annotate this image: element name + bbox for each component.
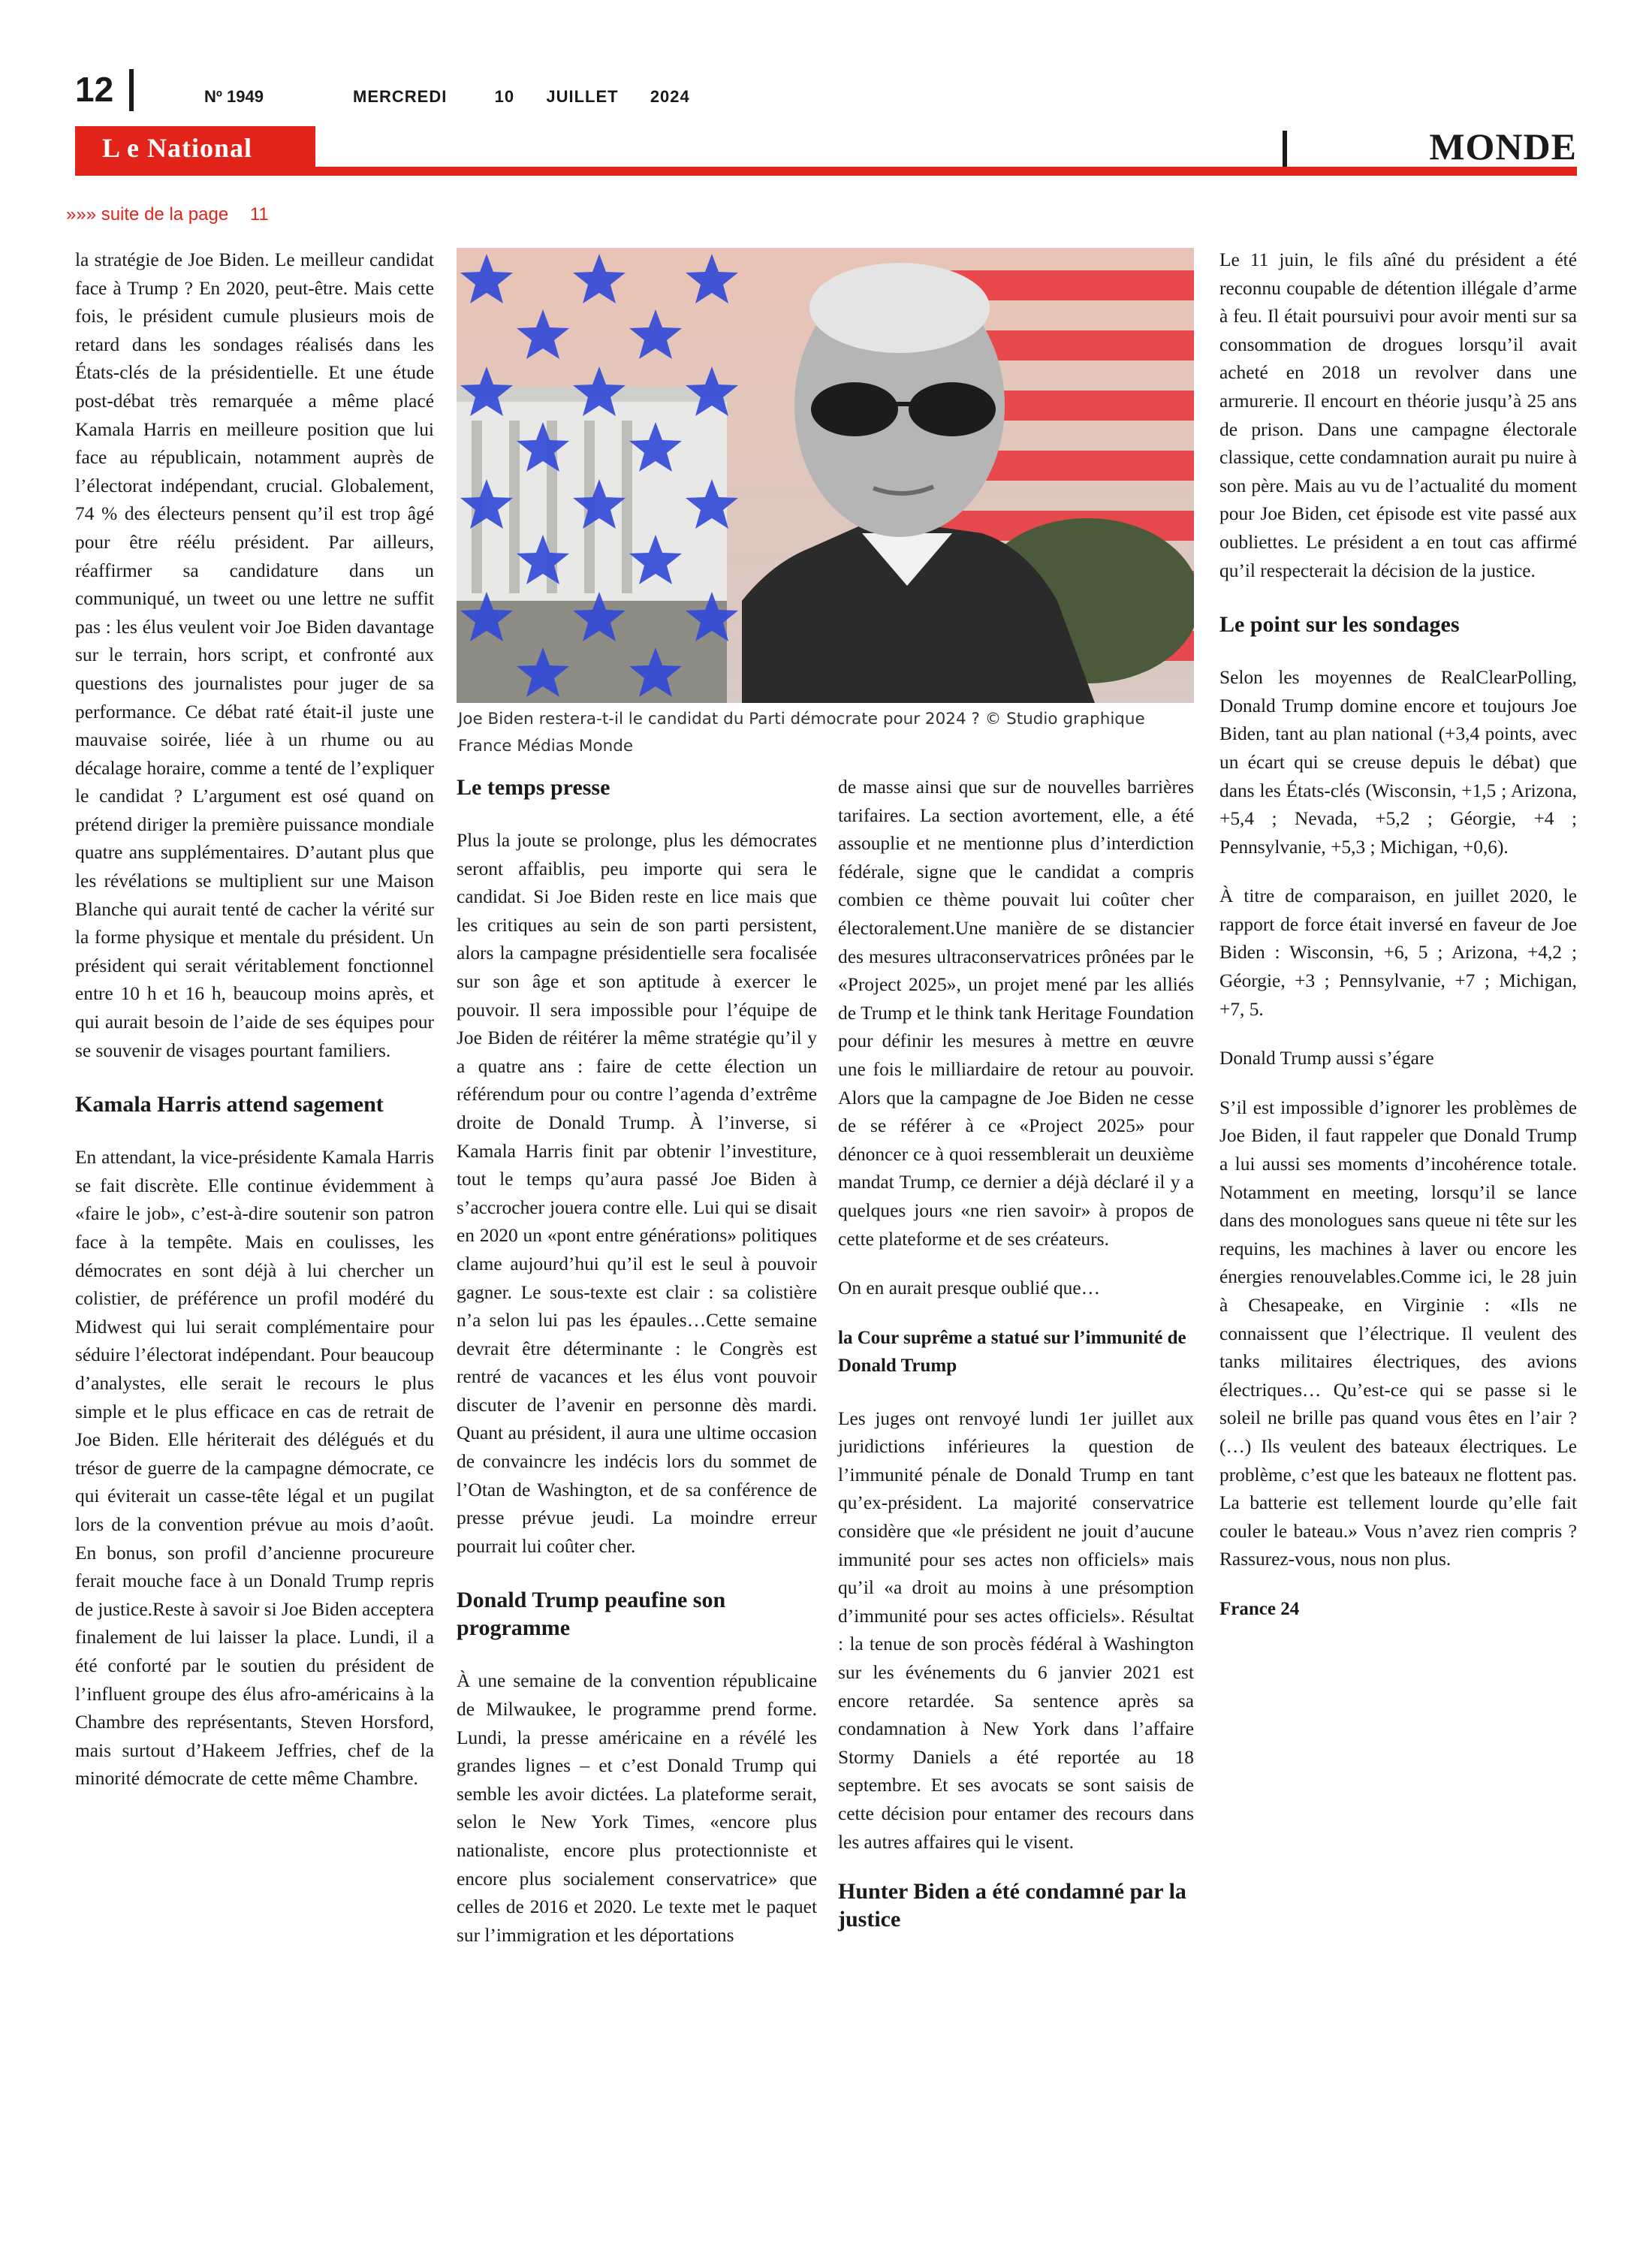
subheading-trump-programme: Donald Trump peaufine son programme — [457, 1588, 726, 1641]
continuation-note — [66, 204, 269, 225]
article-source: France 24 — [1219, 1598, 1300, 1619]
paragraph: Selon les moyennes de RealClearPolling, Donald Trump domine encore et toujours Joe Biden, tant au plan national (+3,4 points, avec un écart qui se creuse depuis le débat) que dans les États-clés (Wisconsin, +1,5 ; Arizona, +5,4 ; Nevada, +5,2 ; Géorgie, +4 ; Pennsylvanie, +5,3 ; Michigan, +0,6). — [1219, 667, 1577, 858]
issue-number: Nº 1949 — [204, 87, 264, 106]
issue-date: MERCREDI 10 JUILLET 2024 — [353, 87, 690, 106]
subheading-kamala: Kamala Harris attend sagement — [75, 1092, 384, 1117]
paragraph: À une semaine de la convention républicaine de Milwaukee, le programme prend forme. Lundi, la presse américaine en a révélé les grandes lignes – et c’est Donald Trump qui semble les avoir dictées. La plateforme serait, selon le New York Times, «encore plus nationaliste, encore plus protectionniste et encore plus socialement conservatrice» que celles de 2016 et 2020. Le texte met le paquet sur l’immigration et les déportations — [457, 1670, 817, 1946]
paragraph: On en aurait presque oublié que… — [838, 1277, 1101, 1299]
subheading-cour-supreme: la Cour suprême a statué sur l’immunité de Donald Trump — [838, 1327, 1186, 1376]
paragraph: Les juges ont renvoyé lundi 1er juillet aux juridictions inférieures la question de l’immunité pénale de Donald Trump en tant qu’ex-président. La majorité conservatrice considère que «le président ne jouit d’aucune immunité pour ses actes non officiels» mais qu’il «a droit au moins à une présomption d’immunité pour ses actes officiels». Résultat : la tenue de son procès fédéral à Washington sur les événements du 6 janvier 2021 est encore retardée. Sa sentence après sa condamnation à New York dans l’affaire Stormy Daniels a été reportée au 18 septembre. Et ses avocats se sont saisis de cette décision pour entamer des recours dans les autres affaires qui le visent. — [838, 1407, 1194, 1853]
paragraph: À titre de comparaison, en juillet 2020, le rapport de force était inversé en faveur de Joe Biden : Wisconsin, +6, 5 ; Arizona, +4,2 ; Géorgie, +3 ; Pennsylvanie, +7 ; Michigan, +7, 5. — [1219, 885, 1577, 1020]
subheading-sondages: Le point sur les sondages — [1219, 612, 1460, 638]
header-red-rule — [75, 167, 1577, 176]
subheading-temps-presse: Le temps presse — [457, 775, 610, 800]
paragraph: Plus la joute se prolonge, plus les démocrates seront affaiblis, peu importe qui sera le candidat. Si Joe Biden reste en lice mais que les critiques au sein de son parti persistent, alors la campagne présidentielle sera focalisée sur son âge et son aptitude à exercer le pouvoir. Il sera impossible pour l’équipe de Joe Biden de réitérer la même stratégie qu’il y a quatre ans : faire de cette élection un référendum pour ou contre l’agenda d’extrême droite de Donald Trump. À l’inverse, si Kamala Harris finit par obtenir l’investiture, tout le temps qu’aura passé Joe Biden à s’accrocher jouera contre elle. Lui qui se disait en 2020 un «pont entre générations» politiques clame aujourd’hui qu’il est le seul à pouvoir gagner. Le sous-texte est clair : sa colistière n’a selon lui pas les épaules…Cette semaine devrait être déterminante : le Congrès est rentré de vacances et les élus vont pouvoir discuter de l’avenir en personne dès mardi. Quant au président, il aura une ultime occasion de convaincre les indécis lors du sommet de l’Otan de Washington, et de sa conférence de presse prévue jeudi. La moindre erreur pourrait lui coûter cher. — [457, 830, 817, 1557]
article-column-2 — [457, 774, 817, 1950]
paragraph: En attendant, la vice-présidente Kamala Harris se fait discrète. Elle continue évidemment à «faire le job», c’est-à-dire soutenir son patron face à la tempête. Mais en coulisses, les démocrates en sont déjà à lui chercher un colistier, de préférence un profil modéré du Midwest qui lui serait complémentaire pour séduire l’électorat indépendant. Pour beaucoup d’analystes, elle serait le recours le plus simple et le plus efficace en cas de retrait de Joe Biden. Elle hériterait des délégués et du trésor de guerre de la campagne démocrate, ce qui éviterait un casse-tête légal et un pugilat lors de la convention prévue au mois d’août. En bonus, son profil d’ancienne procureure ferait mouche face à un Donald Trump repris de justice.Reste à savoir si Joe Biden acceptera finalement de lui laisser la place. Lundi, il a été conforté par le soutien du président de l’influent groupe des élus afro-américains à la Chambre des représentants, Steven Horsford, mais surtout d’Hakeem Jeffries, chef de la minorité démocrate de cette même Chambre. — [75, 1147, 435, 1790]
article-column-1 — [75, 246, 434, 1793]
page-number: 12 — [75, 70, 114, 109]
masthead-logo: L e National — [102, 133, 253, 163]
continuation-text: »»» suite de la page — [66, 204, 229, 225]
paragraph: S’il est impossible d’ignorer les problèmes de Joe Biden, il faut rappeler que Donald Trump a lui aussi ses moments d’incohérence totale. Notamment en meeting, lorsqu’il se lance dans des monologues sans queue ni tête sur les requins, les machines à laver ou encore les énergies renouvelables.Comme ici, le 28 juin à Chesapeake, en Virginie : «Ils ne connaissent que l’électrique. Il veulent des tanks militaires électriques, des avions électriques… Qu’est-ce qui se passe si le soleil ne brille pas quand vous êtes en l’air ? (…) Ils veulent des bateaux électriques. Le problème, c’est que les bateaux ne flottent pas. La batterie est tellement lourde qu’elle fait couler le bateau.» Vous n’avez rien compris ? Rassurez-vous, nous non plus. — [1219, 1096, 1577, 1570]
section-title: MONDE — [1429, 125, 1577, 167]
paragraph: Le 11 juin, le fils aîné du président a été reconnu coupable de détention illégale d’arme à feu. Il était poursuivi pour avoir menti sur sa consommation de drogues lorsqu’il avait acheté en 2018 un revolver dans une armurerie. Il encourt en théorie jusqu’à 25 ans de prison. Dans une campagne électorale classique, cette condamnation aurait pu nuire à son père. Mais au vu de l’actualité du moment pour Joe Biden, cet épisode est vite passé aux oubliettes. Le président a en tout cas affirmé qu’il respecterait la décision de la justice. — [1219, 249, 1577, 581]
continuation-page: 11 — [249, 204, 269, 225]
article-photo — [457, 248, 1194, 703]
page-number-divider — [129, 69, 134, 111]
article-column-3 — [838, 774, 1194, 1933]
article-column-4 — [1219, 246, 1577, 1623]
paragraph: la stratégie de Joe Biden. Le meilleur candidat face à Trump ? En 2020, peut-être. Mais cette fois, le président cumule plusieurs mois de retard dans les sondages réalisés dans les États-clés de la présidentielle. Et une étude post-débat très remarquée a même placé Kamala Harris en meilleure position que lui face au républicain, notamment auprès de l’électorat indépendant, crucial. Globalement, 74 % des électeurs pensent qu’il est trop âgé pour être réélu président. Par ailleurs, réaffirmer sa candidature dans un communiqué, un tweet ou une lettre ne suffit pas : les élus veulent voir Joe Biden davantage sur le terrain, hors script, et confronté aux questions des journalistes pour juger de sa performance. Ce débat raté était-il juste une mauvaise soirée, liée à un rhume ou au décalage horaire, comme a tenté de l’expliquer le candidat ? L’argument est osé quand on prétend diriger la première puissance mondiale quatre ans supplémentaires. D’autant plus que les révélations se multiplient sur une Maison Blanche qui aurait tenté de cacher la vérité sur la forme physique et mentale du président. Un président qui serait véritablement fonctionnel entre 10 h et 16 h, beaucoup moins après, et qui aurait besoin de l’aide de ses équipes pour se souvenir de visages pourtant familiers. — [75, 249, 434, 1061]
section-divider — [1283, 131, 1287, 167]
photo-caption: Joe Biden restera-t-il le candidat du Parti démocrate pour 2024 ? © Studio graphique France Médias Monde — [458, 710, 1145, 756]
paragraph: Donald Trump aussi s’égare — [1219, 1048, 1434, 1069]
biden-photo-illustration — [457, 248, 1194, 703]
paragraph: de masse ainsi que sur de nouvelles barrières tarifaires. La section avortement, elle, a été assouplie et ne mentionne plus d’interdiction fédérale, signe que le candidat a compris combien ce thème pouvait lui coûter cher électoralement.Une manière de se distancier des mesures ultraconservatrices prônées par le «Project 2025», un projet mené par les alliés de Trump et le think tank Heritage Foundation pour définir les mesures à mettre en œuvre une fois le milliardaire de retour au pouvoir. Alors que la campagne de Joe Biden ne cesse de se référer à ce «Project 2025» pour dénoncer ce à quoi ressemblerait un deuxième mandat Trump, ce dernier a déjà déclaré il y a quelques jours «ne rien savoir» à propos de cette plateforme et de ses créateurs. — [838, 777, 1194, 1250]
subheading-hunter-biden: Hunter Biden a été condamné par la justice — [838, 1879, 1186, 1932]
